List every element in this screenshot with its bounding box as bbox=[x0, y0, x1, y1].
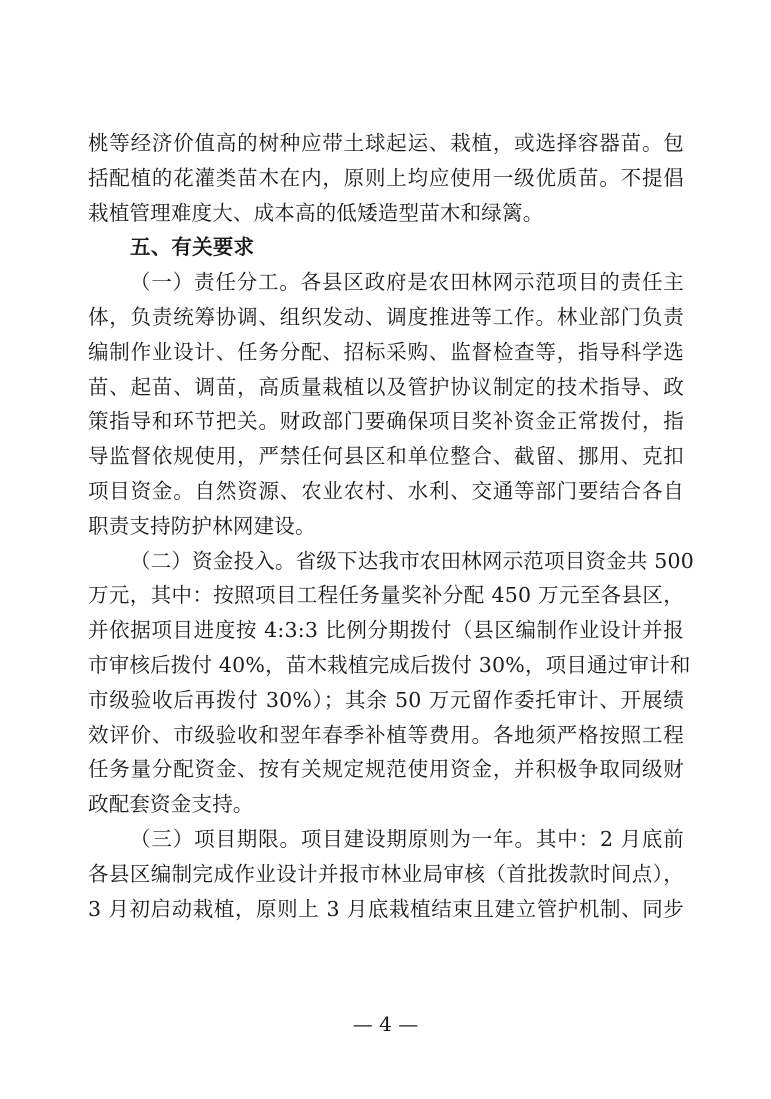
section-heading: 五、有关要求 bbox=[130, 235, 255, 260]
document-body bbox=[88, 126, 694, 926]
paragraph-line: 栽植管理难度大、成本高的低矮造型苗木和绿篱。 bbox=[88, 200, 544, 225]
paragraph-line: 体，负责统筹协调、组织发动、调度推进等工作。林业部门负责 bbox=[88, 304, 684, 329]
subsection-title: （二）资金投入。 bbox=[130, 548, 296, 573]
paragraph-first-line bbox=[88, 822, 684, 857]
paragraph-line: 苗、起苗、调苗，高质量栽植以及管护协议制定的技术指导、政 bbox=[88, 374, 684, 399]
paragraph-line: 效评价、市级验收和翌年春季补植等费用。各地须严格按照工程 bbox=[88, 722, 684, 747]
page-number: — 4 — bbox=[352, 1012, 419, 1036]
paragraph-text: 省级下达我市农田林网示范项目资金共 500 bbox=[295, 548, 694, 573]
subsection-title: （三）项目期限。 bbox=[130, 826, 301, 851]
paragraph-line: 市审核后拨付 40%，苗木栽植完成后拨付 30%，项目通过审计和 bbox=[88, 652, 691, 677]
paragraph-text: 项目建设期原则为一年。其中：2 月底前 bbox=[300, 826, 684, 851]
paragraph-line: 职责支持防护林网建设。 bbox=[88, 513, 316, 538]
paragraph-line: 各县区编制完成作业设计并报市林业局审核（首批拨款时间点）， bbox=[88, 861, 684, 886]
paragraph-first-line bbox=[88, 265, 684, 300]
paragraph-line: 桃等经济价值高的树种应带土球起运、栽植，或选择容器苗。包 bbox=[88, 131, 684, 155]
subsection-title: （一）责任分工。 bbox=[130, 270, 301, 295]
paragraph-line: 万元，其中：按照项目工程任务量奖补分配 450 万元至各县区， bbox=[88, 583, 684, 608]
paragraph-line: 项目资金。自然资源、农业农村、水利、交通等部门要结合各自 bbox=[88, 478, 684, 503]
paragraph-line: 政配套资金支持。 bbox=[88, 792, 254, 817]
paragraph-line: 括配植的花灌类苗木在内，原则上均应使用一级优质苗。不提倡 bbox=[88, 165, 684, 190]
paragraph-text: 各县区政府是农田林网示范项目的责任主 bbox=[300, 270, 684, 295]
paragraph-line: 3 月初启动栽植，原则上 3 月底栽植结束且建立管护机制、同步 bbox=[88, 896, 684, 921]
paragraph-first-line bbox=[88, 544, 694, 579]
paragraph-line: 任务量分配资金、按有关规定规范使用资金，并积极争取同级财 bbox=[88, 757, 684, 782]
paragraph-line: 导监督依规使用，严禁任何县区和单位整合、截留、挪用、克扣 bbox=[88, 444, 684, 469]
paragraph-line: 策指导和环节把关。财政部门要确保项目奖补资金正常拨付，指 bbox=[88, 409, 684, 434]
paragraph-line: 并依据项目进度按 4:3:3 比例分期拨付（县区编制作业设计并报 bbox=[88, 618, 684, 643]
paragraph-line: 市级验收后再拨付 30%）；其余 50 万元留作委托审计、开展绩 bbox=[88, 687, 684, 712]
paragraph-line: 编制作业设计、任务分配、招标采购、监督检查等，指导科学选 bbox=[88, 339, 684, 364]
